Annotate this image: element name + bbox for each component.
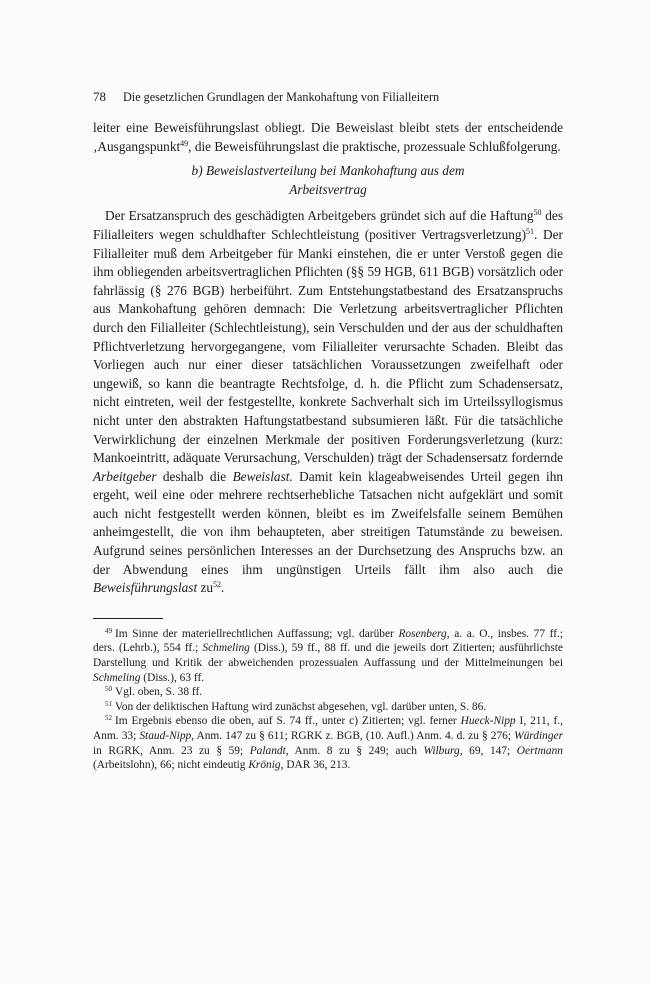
text-run: a. a. O., insbes. 77 ff.; ders. (Lehrb.), 554 ff.; <box>93 627 564 655</box>
footnote-ref: 49 <box>180 138 189 148</box>
text-run: Damit kein klageabweisendes Urteil gegen ihn ergeht, weil eine oder mehrere rechtserhebliche Tatsachen nicht aufgeklärt und somit auch nicht festgestellt werden können, bleibt es im Zweifelsfalle seinem Bemühen anheimgestellt, die von ihm behaupteten, aber streitigen Tatumstände zu beweisen. Aufgrund seines persönlichen Interesses an der Durchsetzung des Anspruchs bzw. an der Abwendung eines ihm ungünstigen Urteils fällt ihm also auch die <box>93 468 563 577</box>
text-run: leiter eine Beweisführungslast obliegt. Die Beweislast bleibt stets der entscheidende ‚Ausgangspunkt <box>93 120 563 154</box>
section-heading-line: Arbeitsvertrag <box>289 181 367 197</box>
emphasis: Wilburg, <box>423 744 463 757</box>
intro-paragraph <box>93 119 563 156</box>
body-paragraph <box>93 207 563 597</box>
emphasis: Arbeitgeber <box>93 468 157 484</box>
main-text <box>93 119 563 598</box>
text-run: I, 211, f., Anm. 33; <box>93 715 563 742</box>
footnote-mark: 52 <box>105 714 112 723</box>
text-run: Anm. 8 zu § 249; auch <box>288 744 424 757</box>
emphasis: Schmeling <box>93 671 141 684</box>
text-run: Anm. 147 zu § 611; RGRK z. BGB, (10. Aufl.) Anm. 4. d. zu § 276; <box>194 730 515 742</box>
footnote-mark: 50 <box>105 685 112 694</box>
footnote <box>93 700 563 715</box>
footnote-ref: 52 <box>213 580 222 590</box>
emphasis: Schmeling <box>202 642 250 655</box>
emphasis: Palandt, <box>249 744 289 757</box>
running-title: Die gesetzlichen Grundlagen der Mankohaftung von Filialleitern <box>123 90 440 104</box>
book-page <box>93 88 563 773</box>
section-heading <box>93 162 563 199</box>
text-run: Im Ergebnis ebenso die oben, auf S. 74 ff., unter c) Zitierten; vgl. ferner <box>115 715 461 728</box>
text-run: Der Ersatzanspruch des geschädigten Arbeitgebers gründet sich auf die Haftung <box>105 208 534 224</box>
text-run: . <box>221 580 225 596</box>
emphasis: Würdinger <box>514 730 564 742</box>
page-number: 78 <box>93 89 106 104</box>
emphasis: Beweisführungslast <box>93 580 198 596</box>
emphasis: Hueck-Nipp <box>460 715 516 728</box>
footnote-mark: 51 <box>105 699 112 708</box>
footnote-mark: 49 <box>105 626 112 635</box>
emphasis: Krönig, <box>248 759 284 772</box>
text-run: 69, 147; <box>462 744 517 757</box>
emphasis: Beweislast. <box>232 468 293 484</box>
text-run: Im Sinne der materiellrechtlichen Auffassung; vgl. darüber <box>115 627 399 640</box>
text-run: Von der deliktischen Haftung wird zunächst abgesehen, vgl. darüber unten, S. 86. <box>115 700 487 713</box>
footnote <box>93 714 563 772</box>
footnote-separator <box>93 618 163 619</box>
text-run: zu <box>197 580 214 596</box>
text-run: DAR 36, 213. <box>283 759 351 772</box>
text-run: des Filialleiters wegen schuldhafter Schlechtleistung (positiver Vertragsverletzung) <box>93 208 563 242</box>
emphasis: Oertmann <box>516 744 563 757</box>
footnote-ref: 50 <box>533 208 542 218</box>
footnote <box>93 627 563 685</box>
text-run: (Diss.), 63 ff. <box>140 671 205 684</box>
text-run: deshalb die <box>156 468 233 484</box>
text-run: (Arbeitslohn), 66; nicht eindeutig <box>93 759 249 772</box>
text-run: in RGRK, Anm. 23 zu § 59; <box>93 744 250 757</box>
emphasis: Staud-Nipp, <box>139 730 195 742</box>
text-run: Vgl. oben, S. 38 ff. <box>115 686 203 699</box>
section-heading-line: b) Beweislastverteilung bei Mankohaftung aus dem <box>191 163 465 179</box>
emphasis: Rosenberg, <box>398 627 450 640</box>
footnote-ref: 51 <box>526 226 535 236</box>
footnotes <box>93 627 563 773</box>
text-run: (Diss.), 59 ff., 88 ff. und die jeweils dort Zitierten; ausführlichste Darstellung und Kritik der abweichenden prozessualen Auffassung und der Mittelmeinungen bei <box>93 642 563 670</box>
running-header <box>93 88 563 106</box>
text-run: . Der Filialleiter muß dem Arbeitgeber für Manki einstehen, die er unter Verstoß gegen die ihm obliegenden arbeitsvertraglichen Pflichten (§§ 59 HGB, 611 BGB) vorsätzlich oder fahrlässig (§ 276 BGB) herbeiführt. Zum Entstehungstatbestand des Ersatzanspruchs aus Mankohaftung gehören demnach: Die Verletzung arbeitsvertraglicher Pflichten durch den Filialleiter (Schlechtleistung), sein Verschulden und der aus der schuldhaften Pflichtverletzung hervorgegangene, vom Filialleiter verursachte Schaden. Bleibt das Vorliegen auch nur einer dieser tatsächlichen Voraussetzungen zweifelhaft oder ungewiß, so kann die beantragte Rechtsfolge, d. h. die Pflicht zum Schadensersatz, nicht eintreten, weil der festgestellte, konkrete Sachverhalt sich im Urteilssyllogismus nicht unter den abstrakten Haftungstatbestand subsumieren läßt. Für die tatsächliche Verwirklichung der einzelnen Merkmale der positiven Forderungsverletzung (kurz: Mankoeintritt, adäquate Verursachung, Verschulden) trägt der Schadensersatz fordernde <box>93 226 563 466</box>
footnote <box>93 685 563 700</box>
text-run: , die Beweisführungslast die praktische, prozessuale Schlußfolgerung. <box>188 138 561 154</box>
